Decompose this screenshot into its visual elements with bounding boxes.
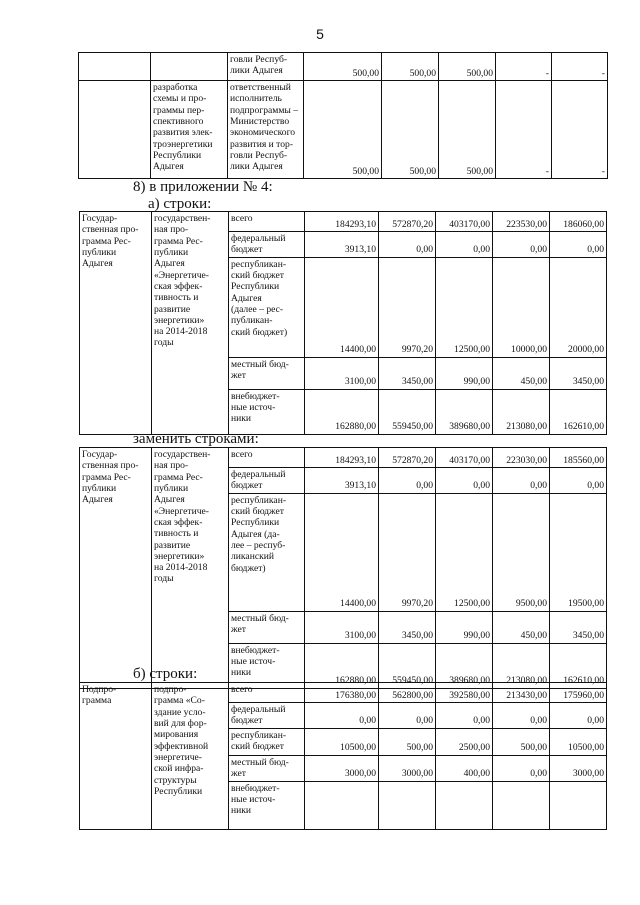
value-cell: 3450,00 bbox=[379, 357, 436, 389]
value-cell: 0,00 bbox=[379, 468, 436, 494]
value-cell: 500,00 bbox=[304, 53, 382, 81]
value-cell: 3450,00 bbox=[379, 611, 436, 643]
funding-source-cell: всего bbox=[229, 683, 305, 703]
budget-table-b bbox=[79, 447, 607, 689]
value-cell: 500,00 bbox=[439, 53, 496, 81]
value-cell: 0,00 bbox=[550, 468, 607, 494]
value-cell: 990,00 bbox=[436, 357, 493, 389]
value-cell: 990,00 bbox=[436, 611, 493, 643]
value-cell: 3100,00 bbox=[305, 357, 379, 389]
program-type-cell: Государ- ственная про- грамма Рес- публики Адыгея bbox=[80, 448, 152, 689]
value-cell: 3913,10 bbox=[305, 232, 379, 258]
value-cell: 223530,00 bbox=[493, 212, 550, 232]
value-cell: 500,00 bbox=[493, 728, 550, 755]
value-cell: 389680,00 bbox=[436, 643, 493, 688]
value-cell: - bbox=[496, 81, 552, 179]
continuation-table bbox=[78, 52, 608, 179]
value-cell: 500,00 bbox=[379, 728, 436, 755]
value-cell: 0,00 bbox=[493, 755, 550, 781]
table-row bbox=[80, 448, 607, 468]
value-cell: 20000,00 bbox=[550, 257, 607, 357]
value-cell: 0,00 bbox=[379, 232, 436, 258]
table-row bbox=[80, 212, 607, 232]
value-cell: 3450,00 bbox=[550, 611, 607, 643]
value-cell: 162880,00 bbox=[305, 389, 379, 434]
program-name-cell: государствен- ная про- грамма Рес- публики Адыгея «Энергетиче- ская эффек- тивность и развитие энергетики» на 2014-2018 годы bbox=[152, 212, 229, 435]
table-row bbox=[79, 53, 608, 81]
value-cell: 162880,00 bbox=[305, 643, 379, 688]
value-cell: 10500,00 bbox=[305, 728, 379, 755]
funding-source-cell: внебюджет- ные источ- ники bbox=[229, 389, 305, 434]
funding-source-cell: республикан- ский бюджет bbox=[229, 728, 305, 755]
funding-source-cell: внебюджет- ные источ- ники bbox=[229, 643, 305, 688]
value-cell: 3000,00 bbox=[305, 755, 379, 781]
value-cell: 162610,00 bbox=[550, 643, 607, 688]
funding-source-cell: местный бюд- жет bbox=[229, 755, 305, 781]
heading-appendix: 8) в приложении № 4: bbox=[133, 179, 273, 195]
funding-source-cell: республикан- ский бюджет Республики Адыгея (далее – рес- публикан- ский бюджет) bbox=[229, 257, 305, 357]
value-cell: 175960,00 bbox=[550, 683, 607, 703]
value-cell: 400,00 bbox=[436, 755, 493, 781]
program-type-cell: Подпро- грамма bbox=[80, 683, 152, 830]
value-cell: 0,00 bbox=[493, 703, 550, 729]
value-cell: 223030,00 bbox=[493, 448, 550, 468]
heading-rows-a: а) строки: bbox=[148, 196, 212, 212]
value-cell: 0,00 bbox=[436, 468, 493, 494]
activity-cell: разработка схемы и про- граммы пер- спективного развития элек- троэнергетики Республики Адыгея bbox=[151, 81, 228, 179]
value-cell: 0,00 bbox=[550, 232, 607, 258]
value-cell bbox=[436, 781, 493, 829]
value-cell: 9970,20 bbox=[379, 493, 436, 611]
value-cell: 0,00 bbox=[493, 232, 550, 258]
value-cell: 176380,00 bbox=[305, 683, 379, 703]
value-cell: 562800,00 bbox=[379, 683, 436, 703]
value-cell: 0,00 bbox=[550, 703, 607, 729]
value-cell: - bbox=[552, 53, 608, 81]
budget-table-c bbox=[79, 682, 607, 830]
value-cell: 10500,00 bbox=[550, 728, 607, 755]
value-cell: 403170,00 bbox=[436, 212, 493, 232]
value-cell: 19500,00 bbox=[550, 493, 607, 611]
value-cell: 185560,00 bbox=[550, 448, 607, 468]
value-cell: 0,00 bbox=[436, 703, 493, 729]
value-cell: 3100,00 bbox=[305, 611, 379, 643]
funding-source-cell: всего bbox=[229, 212, 305, 232]
value-cell: 9500,00 bbox=[493, 493, 550, 611]
value-cell: 9970,20 bbox=[379, 257, 436, 357]
value-cell: 162610,00 bbox=[550, 389, 607, 434]
funding-source-cell: всего bbox=[229, 448, 305, 468]
value-cell: - bbox=[552, 81, 608, 179]
program-name-cell: государствен- ная про- грамма Рес- публики Адыгея «Энергетиче- ская эффек- тивность и развитие энергетики» на 2014-2018 годы bbox=[152, 448, 229, 689]
program-name-cell: подпро- грамма «Со- здание усло- вий для фор- мирования эффективной энергетиче- ской инфра- структуры Республики bbox=[152, 683, 229, 830]
value-cell: 572870,20 bbox=[379, 448, 436, 468]
value-cell: 3913,10 bbox=[305, 468, 379, 494]
value-cell: 403170,00 bbox=[436, 448, 493, 468]
funding-source-cell: республикан- ский бюджет Республики Адыгея (да- лее – респуб- ликанский бюджет) bbox=[229, 493, 305, 611]
funding-source-cell: федеральный бюджет bbox=[229, 232, 305, 258]
value-cell: 572870,20 bbox=[379, 212, 436, 232]
value-cell: 184293,10 bbox=[305, 212, 379, 232]
table-row bbox=[79, 81, 608, 179]
budget-table-a bbox=[79, 211, 607, 435]
value-cell: 213080,00 bbox=[493, 389, 550, 434]
value-cell: 0,00 bbox=[379, 703, 436, 729]
value-cell: 14400,00 bbox=[305, 257, 379, 357]
value-cell: 450,00 bbox=[493, 611, 550, 643]
value-cell: 3450,00 bbox=[550, 357, 607, 389]
funding-source-cell: местный бюд- жет bbox=[229, 611, 305, 643]
value-cell: 389680,00 bbox=[436, 389, 493, 434]
value-cell: 500,00 bbox=[304, 81, 382, 179]
value-cell: 559450,00 bbox=[379, 389, 436, 434]
funding-source-cell: федеральный бюджет bbox=[229, 468, 305, 494]
value-cell: 500,00 bbox=[382, 81, 439, 179]
value-cell: 392580,00 bbox=[436, 683, 493, 703]
value-cell bbox=[493, 781, 550, 829]
executor-cell: ответственный исполнитель подпрограммы – Министерство экономического развития и тор- говли Респуб- лики Адыгея bbox=[228, 81, 304, 179]
executor-cell: говли Респуб- лики Адыгея bbox=[228, 53, 304, 81]
value-cell: 213080,00 bbox=[493, 643, 550, 688]
value-cell: 12500,00 bbox=[436, 493, 493, 611]
value-cell: 12500,00 bbox=[436, 257, 493, 357]
program-type-cell: Государ- ственная про- грамма Рес- публики Адыгея bbox=[80, 212, 152, 435]
value-cell: 3000,00 bbox=[379, 755, 436, 781]
value-cell: 14400,00 bbox=[305, 493, 379, 611]
value-cell: 0,00 bbox=[493, 468, 550, 494]
value-cell: 213430,00 bbox=[493, 683, 550, 703]
value-cell: 0,00 bbox=[436, 232, 493, 258]
value-cell bbox=[379, 781, 436, 829]
value-cell: 186060,00 bbox=[550, 212, 607, 232]
value-cell: 10000,00 bbox=[493, 257, 550, 357]
value-cell: 500,00 bbox=[382, 53, 439, 81]
value-cell: 450,00 bbox=[493, 357, 550, 389]
value-cell: 500,00 bbox=[439, 81, 496, 179]
value-cell: - bbox=[496, 53, 552, 81]
heading-replace: заменить строками: bbox=[133, 431, 259, 447]
funding-source-cell: внебюджет- ные источ- ники bbox=[229, 781, 305, 829]
value-cell: 3000,00 bbox=[550, 755, 607, 781]
value-cell bbox=[550, 781, 607, 829]
heading-rows-b: б) строки: bbox=[133, 666, 198, 682]
funding-source-cell: местный бюд- жет bbox=[229, 357, 305, 389]
table-row bbox=[80, 683, 607, 703]
value-cell bbox=[305, 781, 379, 829]
value-cell: 559450,00 bbox=[379, 643, 436, 688]
page-number: 5 bbox=[316, 26, 324, 42]
value-cell: 184293,10 bbox=[305, 448, 379, 468]
value-cell: 0,00 bbox=[305, 703, 379, 729]
value-cell: 2500,00 bbox=[436, 728, 493, 755]
funding-source-cell: федеральный бюджет bbox=[229, 703, 305, 729]
